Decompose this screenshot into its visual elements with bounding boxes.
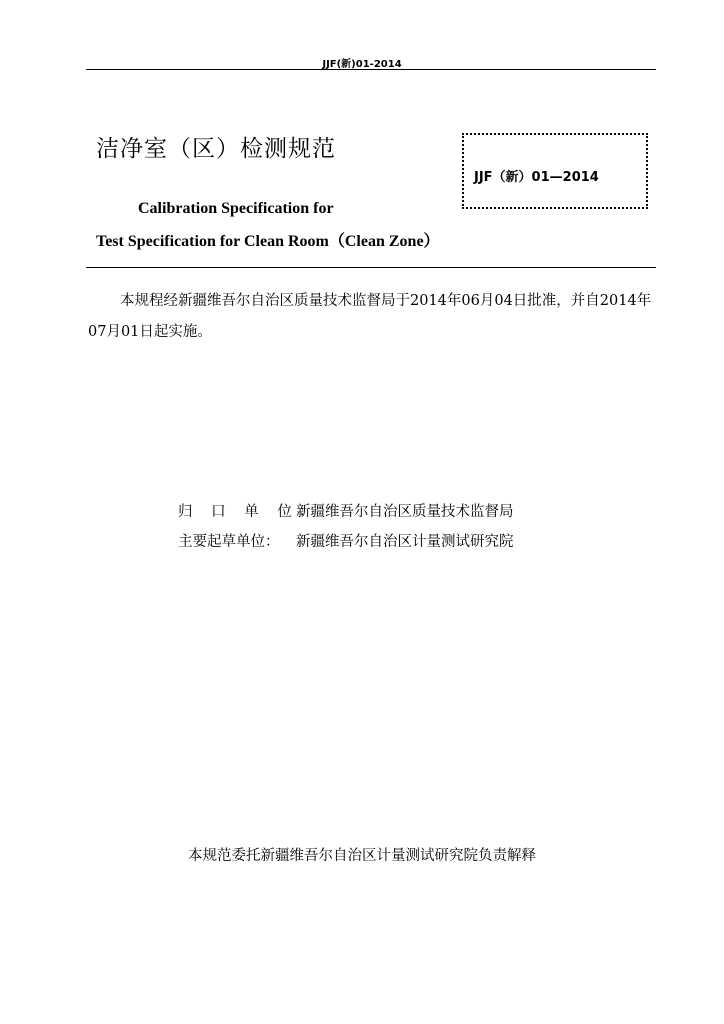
unit-row-drafting (178, 527, 514, 557)
unit-label-drafting: 主要起草单位： (178, 534, 280, 550)
unit-value-administrative: 新疆维吾尔自治区质量技术监督局 (296, 504, 514, 520)
unit-value-drafting: 新疆维吾尔自治区计量测试研究院 (296, 534, 514, 550)
title-chinese: 洁净室（区）检测规范 (96, 136, 336, 162)
title-english-line1: Calibration Specification for (138, 200, 334, 217)
header-divider (86, 69, 656, 70)
standard-code: JJF（新）01—2014 (474, 170, 599, 185)
approval-statement: 本规程经新疆维吾尔自治区质量技术监督局于2014年06月04日批准，并自2014年07月01日起实施。 (88, 293, 652, 340)
unit-label-administrative: 归 口 单 位： (178, 504, 321, 520)
responsible-units (178, 497, 514, 557)
unit-row-administrative (178, 497, 514, 527)
interpretation-note: 本规范委托新疆维吾尔自治区计量测试研究院负责解释 (188, 848, 536, 864)
title-divider (86, 267, 656, 268)
header-standard-code: JJF(新)01-2014 (322, 59, 402, 70)
title-english-line2: Test Specification for Clean Room（Clean Zone） (96, 233, 440, 250)
